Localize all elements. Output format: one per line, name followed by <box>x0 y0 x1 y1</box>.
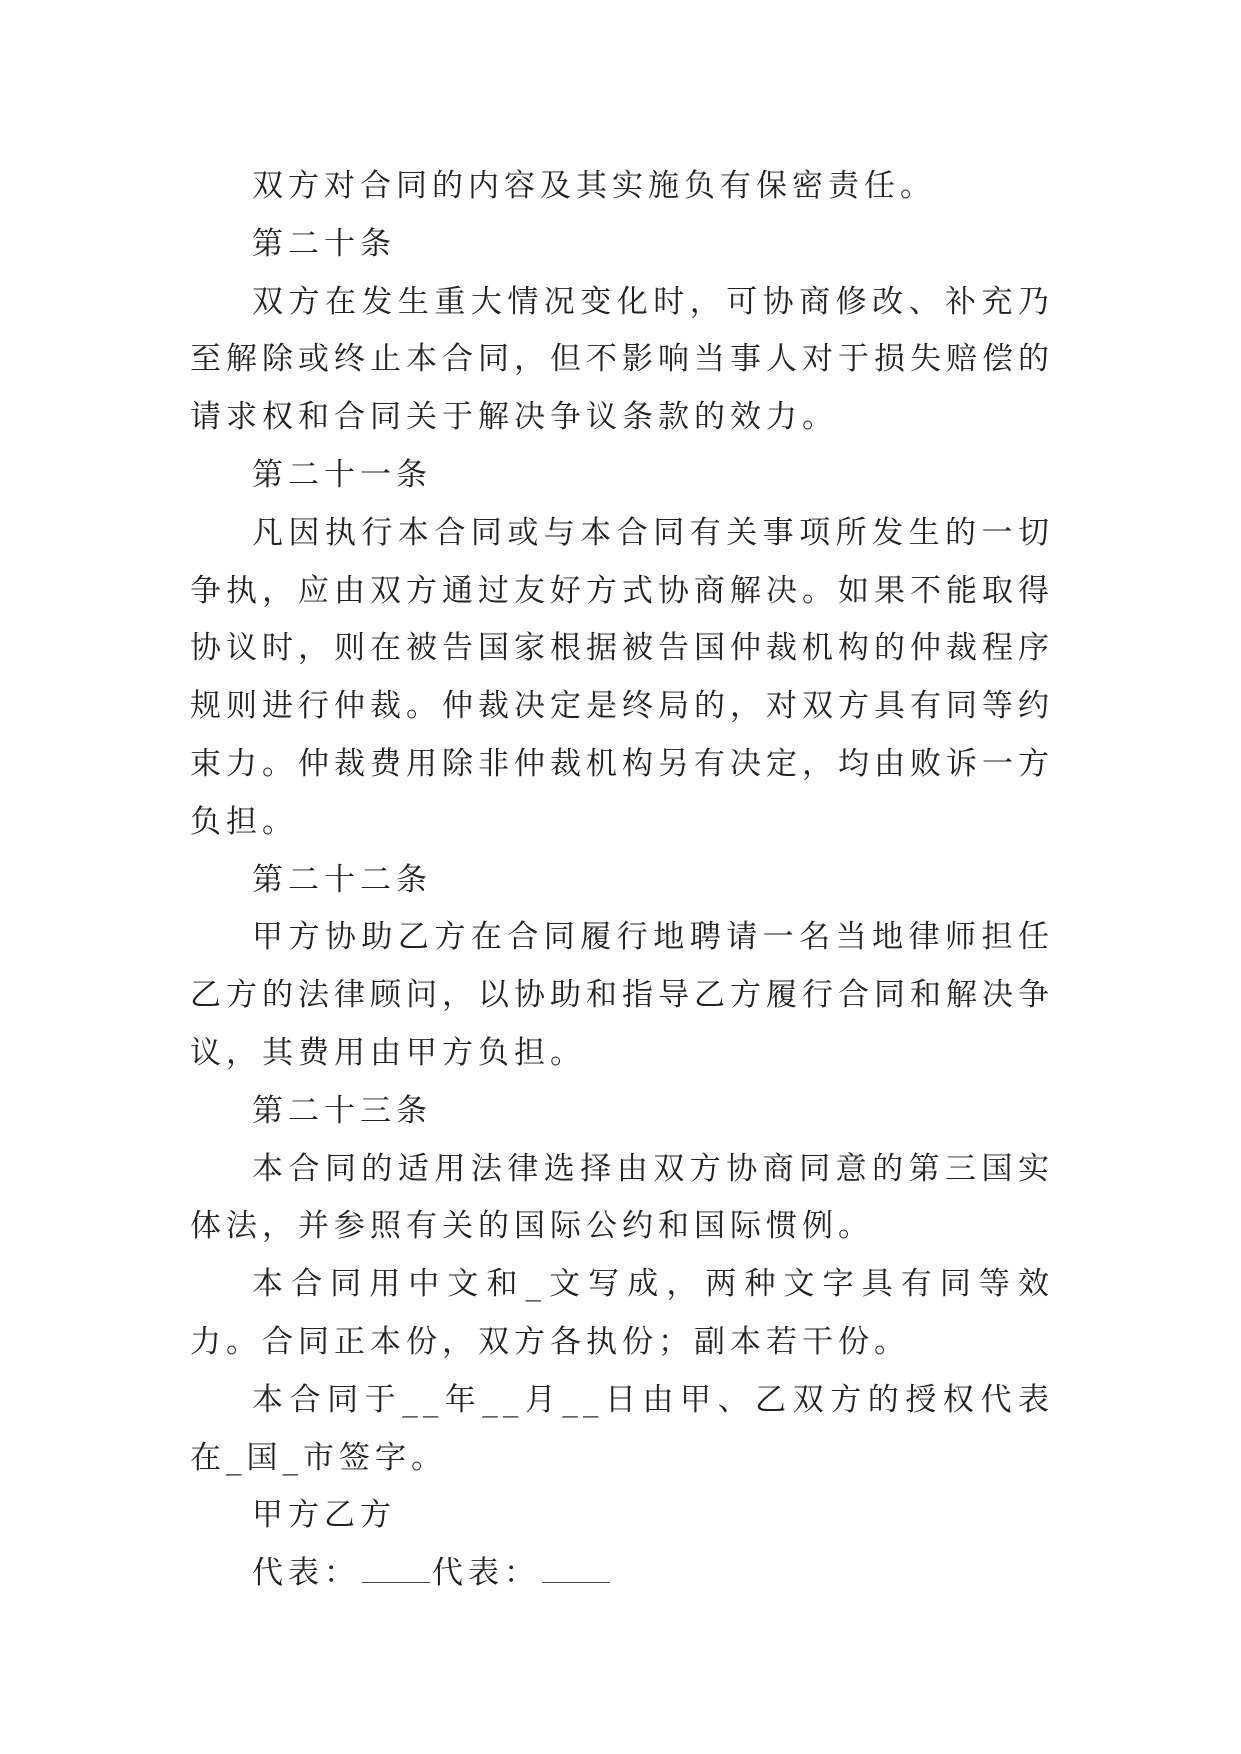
article-23-text: 本合同的适用法律选择由双方协商同意的第三国实体法，并参照有关的国际公约和国际惯例。 <box>190 1150 1054 1245</box>
signature-blank-b[interactable] <box>542 1551 610 1583</box>
representative-label-a: 代表： <box>252 1555 360 1592</box>
language-clause: 本合同用中文和_文写成，两种文字具有同等效力。合同正本份，双方各执份；副本若干份。 <box>190 1266 1054 1360</box>
article-22-text: 甲方协助乙方在合同履行地聘请一名当地律师担任乙方的法律顾问，以协助和指导乙方履行合同和解决争议，其费用由甲方负担。 <box>190 919 1054 1071</box>
article-20-text: 双方在发生重大情况变化时，可协商修改、补充乃至解除或终止本合同，但不影响当事人对于损失赔偿的请求权和合同关于解决争议条款的效力。 <box>190 283 1054 436</box>
representative-label-b: 代表： <box>432 1555 540 1592</box>
parties-line: 甲方乙方 <box>252 1497 396 1534</box>
article-22-heading: 第二十二条 <box>252 861 432 898</box>
article-21-heading: 第二十一条 <box>252 456 432 493</box>
contract-page <box>190 158 1054 1603</box>
confidentiality-clause: 双方对合同的内容及其实施负有保密责任。 <box>252 168 936 204</box>
article-23-heading: 第二十三条 <box>252 1092 432 1129</box>
signing-clause: 本合同于__年__月__日由甲、乙双方的授权代表在_国_市签字。 <box>190 1381 1054 1476</box>
article-21-text: 凡因执行本合同或与本合同有关事项所发生的一切争执，应由双方通过友好方式协商解决。如果不能取得协议时，则在被告国家根据被告国仲裁机构的仲裁程序规则进行仲裁。仲裁决定是终局的，对双方具有同等约束力。仲裁费用除非仲裁机构另有决定，均由败诉一方负担。 <box>190 514 1054 840</box>
signature-blank-a[interactable] <box>362 1551 430 1583</box>
signature-line <box>190 1545 1054 1603</box>
article-20-heading: 第二十条 <box>252 225 396 262</box>
